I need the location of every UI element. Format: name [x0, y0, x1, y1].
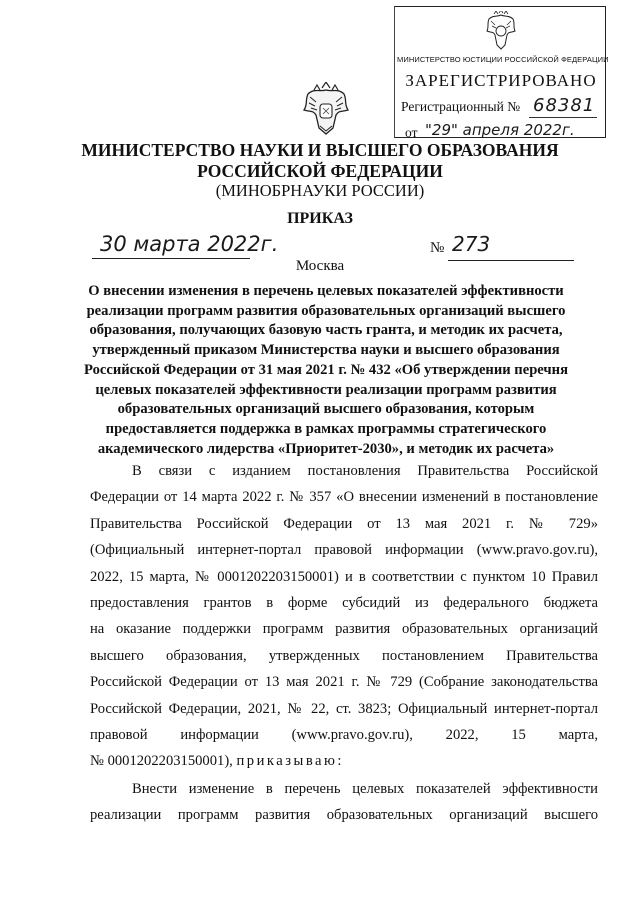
number-sign: № [430, 240, 445, 256]
body-line: на оказание поддержки программ развития образовательных организаций [90, 621, 598, 638]
city: Москва [295, 258, 345, 274]
registration-stamp [394, 6, 609, 140]
body-line: 2022, 15 марта, № 0001202203150001) и в соответствии с пунктом 10 Правил [90, 568, 598, 585]
order-date: 30 марта 2022г. [100, 232, 279, 256]
body-line: Российской Федерации, 2021, № 22, ст. 3823; Официальный интернет-портал [90, 700, 598, 717]
body-line: Федерации от 14 марта 2022 г. № 357 «О внесении изменений в постановление [90, 489, 598, 506]
body-line: В связи с изданием постановления Правительства Российской [132, 463, 598, 479]
title-line: реализации программ развития образовательных организаций высшего [86, 302, 566, 319]
title-line: утвержденный приказом Министерства науки и высшего образования [92, 342, 560, 359]
body-line: Правительства Российской Федерации от 13 мая 2021 г. № 729» [90, 515, 598, 532]
coat-of-arms-icon [300, 82, 352, 136]
stamp-reg-date: "29" апреля 2022г. [425, 121, 575, 139]
order-number: 273 [452, 232, 491, 256]
order-verb: приказываю: [236, 753, 344, 770]
ministry-name-line2: РОССИЙСКОЙ ФЕДЕРАЦИИ [197, 161, 443, 181]
title-line: Российской Федерации от 31 мая 2021 г. № 432 «Об утверждении перечня [84, 361, 568, 378]
ministry-short-name: (МИНОБРНАУКИ РОССИИ) [215, 181, 425, 200]
stamp-registered-label: ЗАРЕГИСТРИРОВАНО [405, 71, 597, 90]
order-title-block [70, 282, 582, 459]
stamp-reg-label: Регистрационный № [401, 99, 521, 114]
body-paragraph-2 [90, 776, 598, 829]
body-line: Внести изменение в перечень целевых показателей эффективности [132, 781, 598, 797]
body-line: (Официальный интернет-портал правовой информации (www.pravo.gov.ru), [90, 542, 598, 559]
stamp-from-label: от [405, 125, 418, 140]
title-line: образовательных организаций высшего образования, которым [117, 401, 535, 418]
stamp-reg-number: 68381 [533, 95, 596, 116]
stamp-ministry-name: МИНИСТЕРСТВО ЮСТИЦИИ РОССИЙСКОЙ ФЕДЕРАЦИИ [397, 55, 609, 64]
stamp-number-underline [529, 117, 597, 118]
title-line: целевых показателей эффективности реализации программ развития [95, 381, 557, 398]
body-line: предоставления грантов в форме субсидий из федерального бюджета [90, 594, 598, 611]
document-type: ПРИКАЗ [287, 210, 353, 227]
body-line [90, 748, 598, 774]
body-line-prefix: № 0001202203150001), [90, 753, 233, 770]
ministry-name-line1: МИНИСТЕРСТВО НАУКИ И ВЫСШЕГО ОБРАЗОВАНИЯ [81, 140, 559, 160]
title-line: образования, получающих базовую часть гранта, и методик их расчета, [89, 322, 563, 339]
body-paragraph-1 [90, 458, 598, 775]
body-line: реализации программ развития образовательных организаций высшего [90, 807, 598, 824]
coat-of-arms-icon [483, 11, 519, 51]
title-line: академического лидерства «Приоритет-2030», и методик их расчета» [97, 440, 555, 457]
title-line: О внесении изменения в перечень целевых показателей эффективности [88, 283, 564, 299]
body-line: Российской Федерации от 13 мая 2021 г. № 729 (Собрание законодательства [90, 674, 598, 691]
body-line: высшего образования, утвержденных постановлением Правительства [90, 647, 598, 664]
title-line: предоставляется поддержка в рамках программы стратегического [105, 420, 547, 437]
body-line: правовой информации (www.pravo.gov.ru), 2022, 15 марта, [90, 726, 598, 743]
